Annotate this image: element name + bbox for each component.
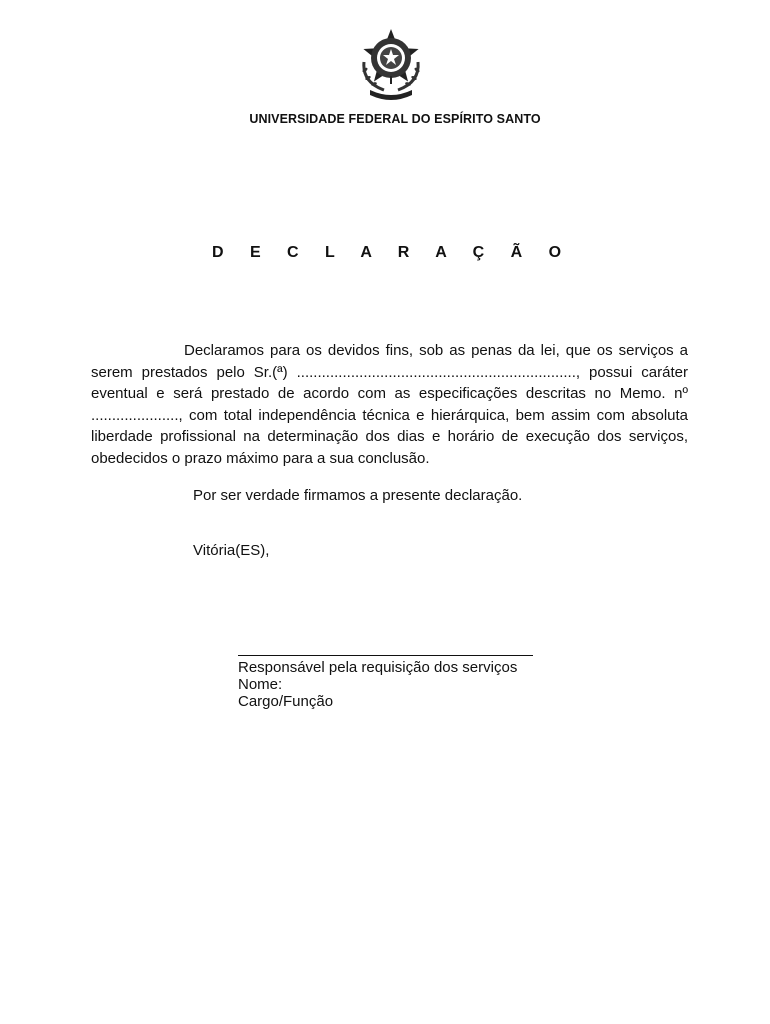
- place-date: Vitória(ES),: [193, 542, 270, 559]
- brazil-coat-of-arms-icon: [354, 28, 428, 102]
- signature-block: [238, 659, 517, 710]
- declaration-body: Declaramos para os devidos fins, sob as penas da lei, que os serviços a serem prestados pelo Sr.(ª) ..................................................................., possui caráter eventual e será prestado de acordo com as especificações descritas no Memo. nº ....................., com total independência técnica e hierárquica, bem assim com absoluta liberdade profissional na determinação dos dias e horário de execução dos serviços, obedecidos o prazo máximo para a sua conclusão.: [91, 342, 688, 467]
- responsible-label: Responsável pela requisição dos serviços: [238, 659, 518, 676]
- name-label: Nome:: [238, 676, 283, 693]
- role-label: Cargo/Função: [238, 693, 334, 710]
- closing-statement: Por ser verdade firmamos a presente declaração.: [193, 487, 523, 504]
- institution-name: UNIVERSIDADE FEDERAL DO ESPÍRITO SANTO: [249, 112, 541, 126]
- signature-line: [238, 655, 533, 656]
- document-title: D E C L A R A Ç Ã O: [211, 244, 573, 261]
